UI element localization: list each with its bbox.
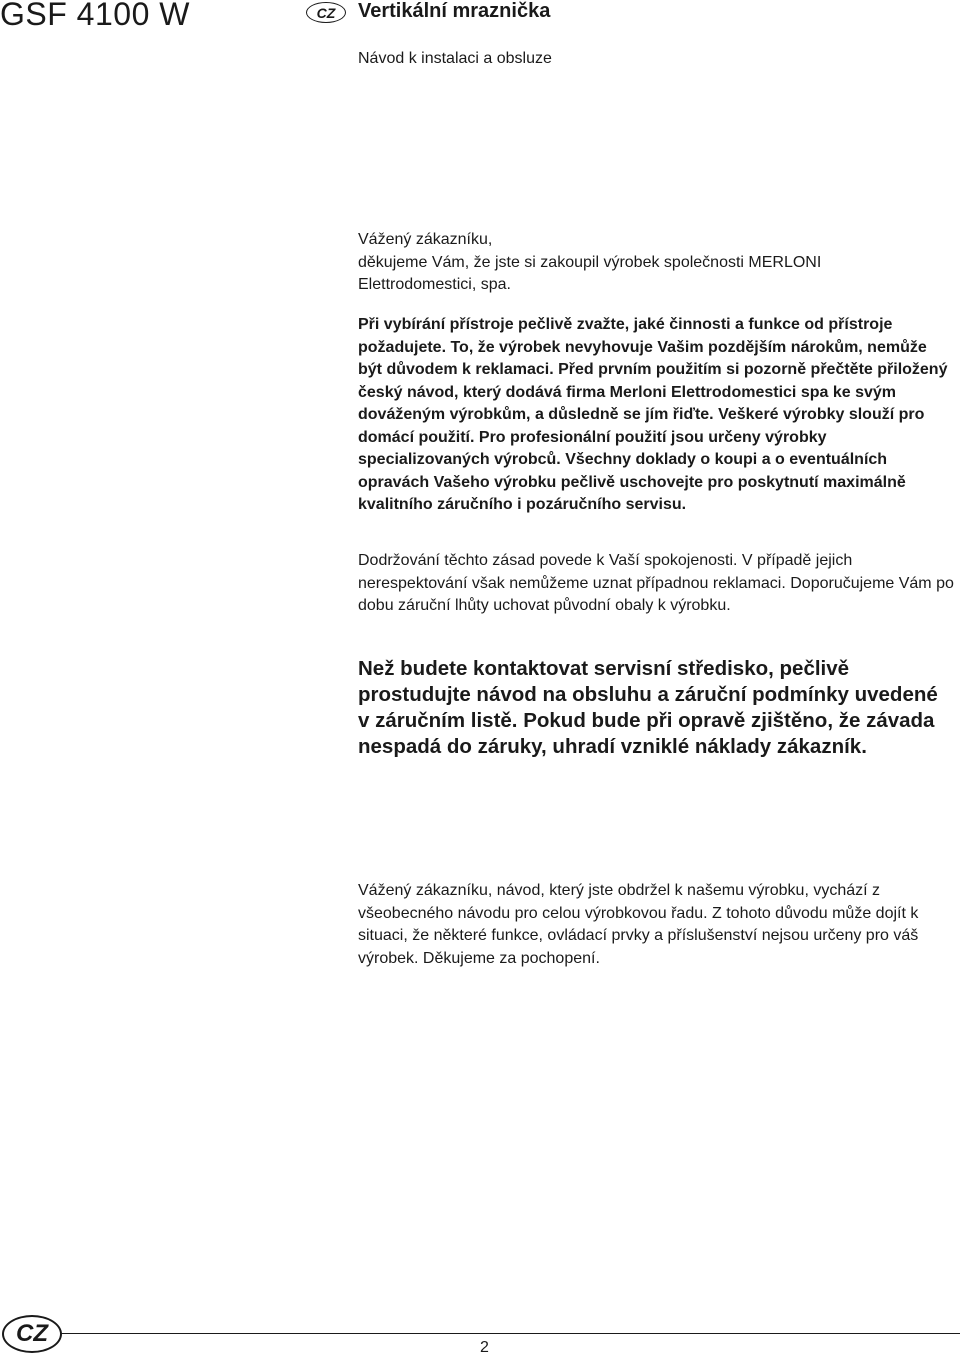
service-warning-text: Než budete kontaktovat servisní středisko, pečlivě prostudujte návod na obsluhu a záruční podmínky uvedené v záručním listě. Pokud bude při opravě zjištěno, že závada nespadá do záruky, uhradí vzniklé náklady zákazník.	[358, 657, 938, 758]
compliance-paragraph	[358, 550, 954, 618]
closing-text: Vážený zákazníku, návod, který jste obdržel k našemu výrobku, vychází z všeobecného návodu pro celou výrobkovou řadu. Z tohoto důvodu může dojít k situaci, že některé funkce, ovládací prvky a příslušenství nejsou určeny pro váš výrobek. Děkujeme za pochopení.	[358, 882, 919, 967]
instructions-paragraph	[358, 314, 954, 517]
document-subtitle: Návod k instalaci a obsluze	[358, 50, 552, 67]
greeting-paragraph	[358, 229, 954, 297]
language-badge-header: CZ	[306, 2, 346, 23]
language-badge-footer: CZ	[2, 1315, 62, 1353]
instructions-text: Při vybírání přístroje pečlivě zvažte, jaké činnosti a funkce od přístroje požadujete. To, že výrobek nevyhovuje Vašim pozdějším nárokům, nemůže být důvodem k reklamaci. Před prvním použitím si pozorně přečtěte přiložený český návod, který dodává firma Merloni Elettrodomestici spa ke svým dováženým výrobkům, a důsledně se jím řiďte. Veškeré výrobky slouží pro domácí použití. Pro profesionální použití jsou určeny výrobky specializovaných výrobců. Všechny doklady o koupi a o eventuálních opravách Vašeho výrobku pečlivě uschovejte pro poskytnutí maximálně kvalitního záručního i pozáručního servisu.	[358, 316, 948, 513]
greeting-line-2: děkujeme Vám, že jste si zakoupil výrobek společnosti MERLONI	[358, 253, 822, 271]
greeting-line-1: Vážený zákazníku,	[358, 231, 493, 248]
compliance-text: Dodržování těchto zásad povede k Vaší spokojenosti. V případě jejich nerespektování však nemůžeme uznat případnou reklamaci. Doporučujeme Vám po dobu záruční lhůty uchovat původní obaly k výrobku.	[358, 552, 954, 614]
document-title: Vertikální mraznička	[358, 0, 551, 22]
greeting-line-3: Elettrodomestici, spa.	[358, 276, 511, 293]
footer-divider	[60, 1333, 960, 1334]
page-number: 2	[480, 1339, 489, 1356]
product-model: GSF 4100 W	[0, 0, 190, 32]
closing-paragraph	[358, 880, 954, 970]
service-warning-paragraph	[358, 656, 954, 760]
